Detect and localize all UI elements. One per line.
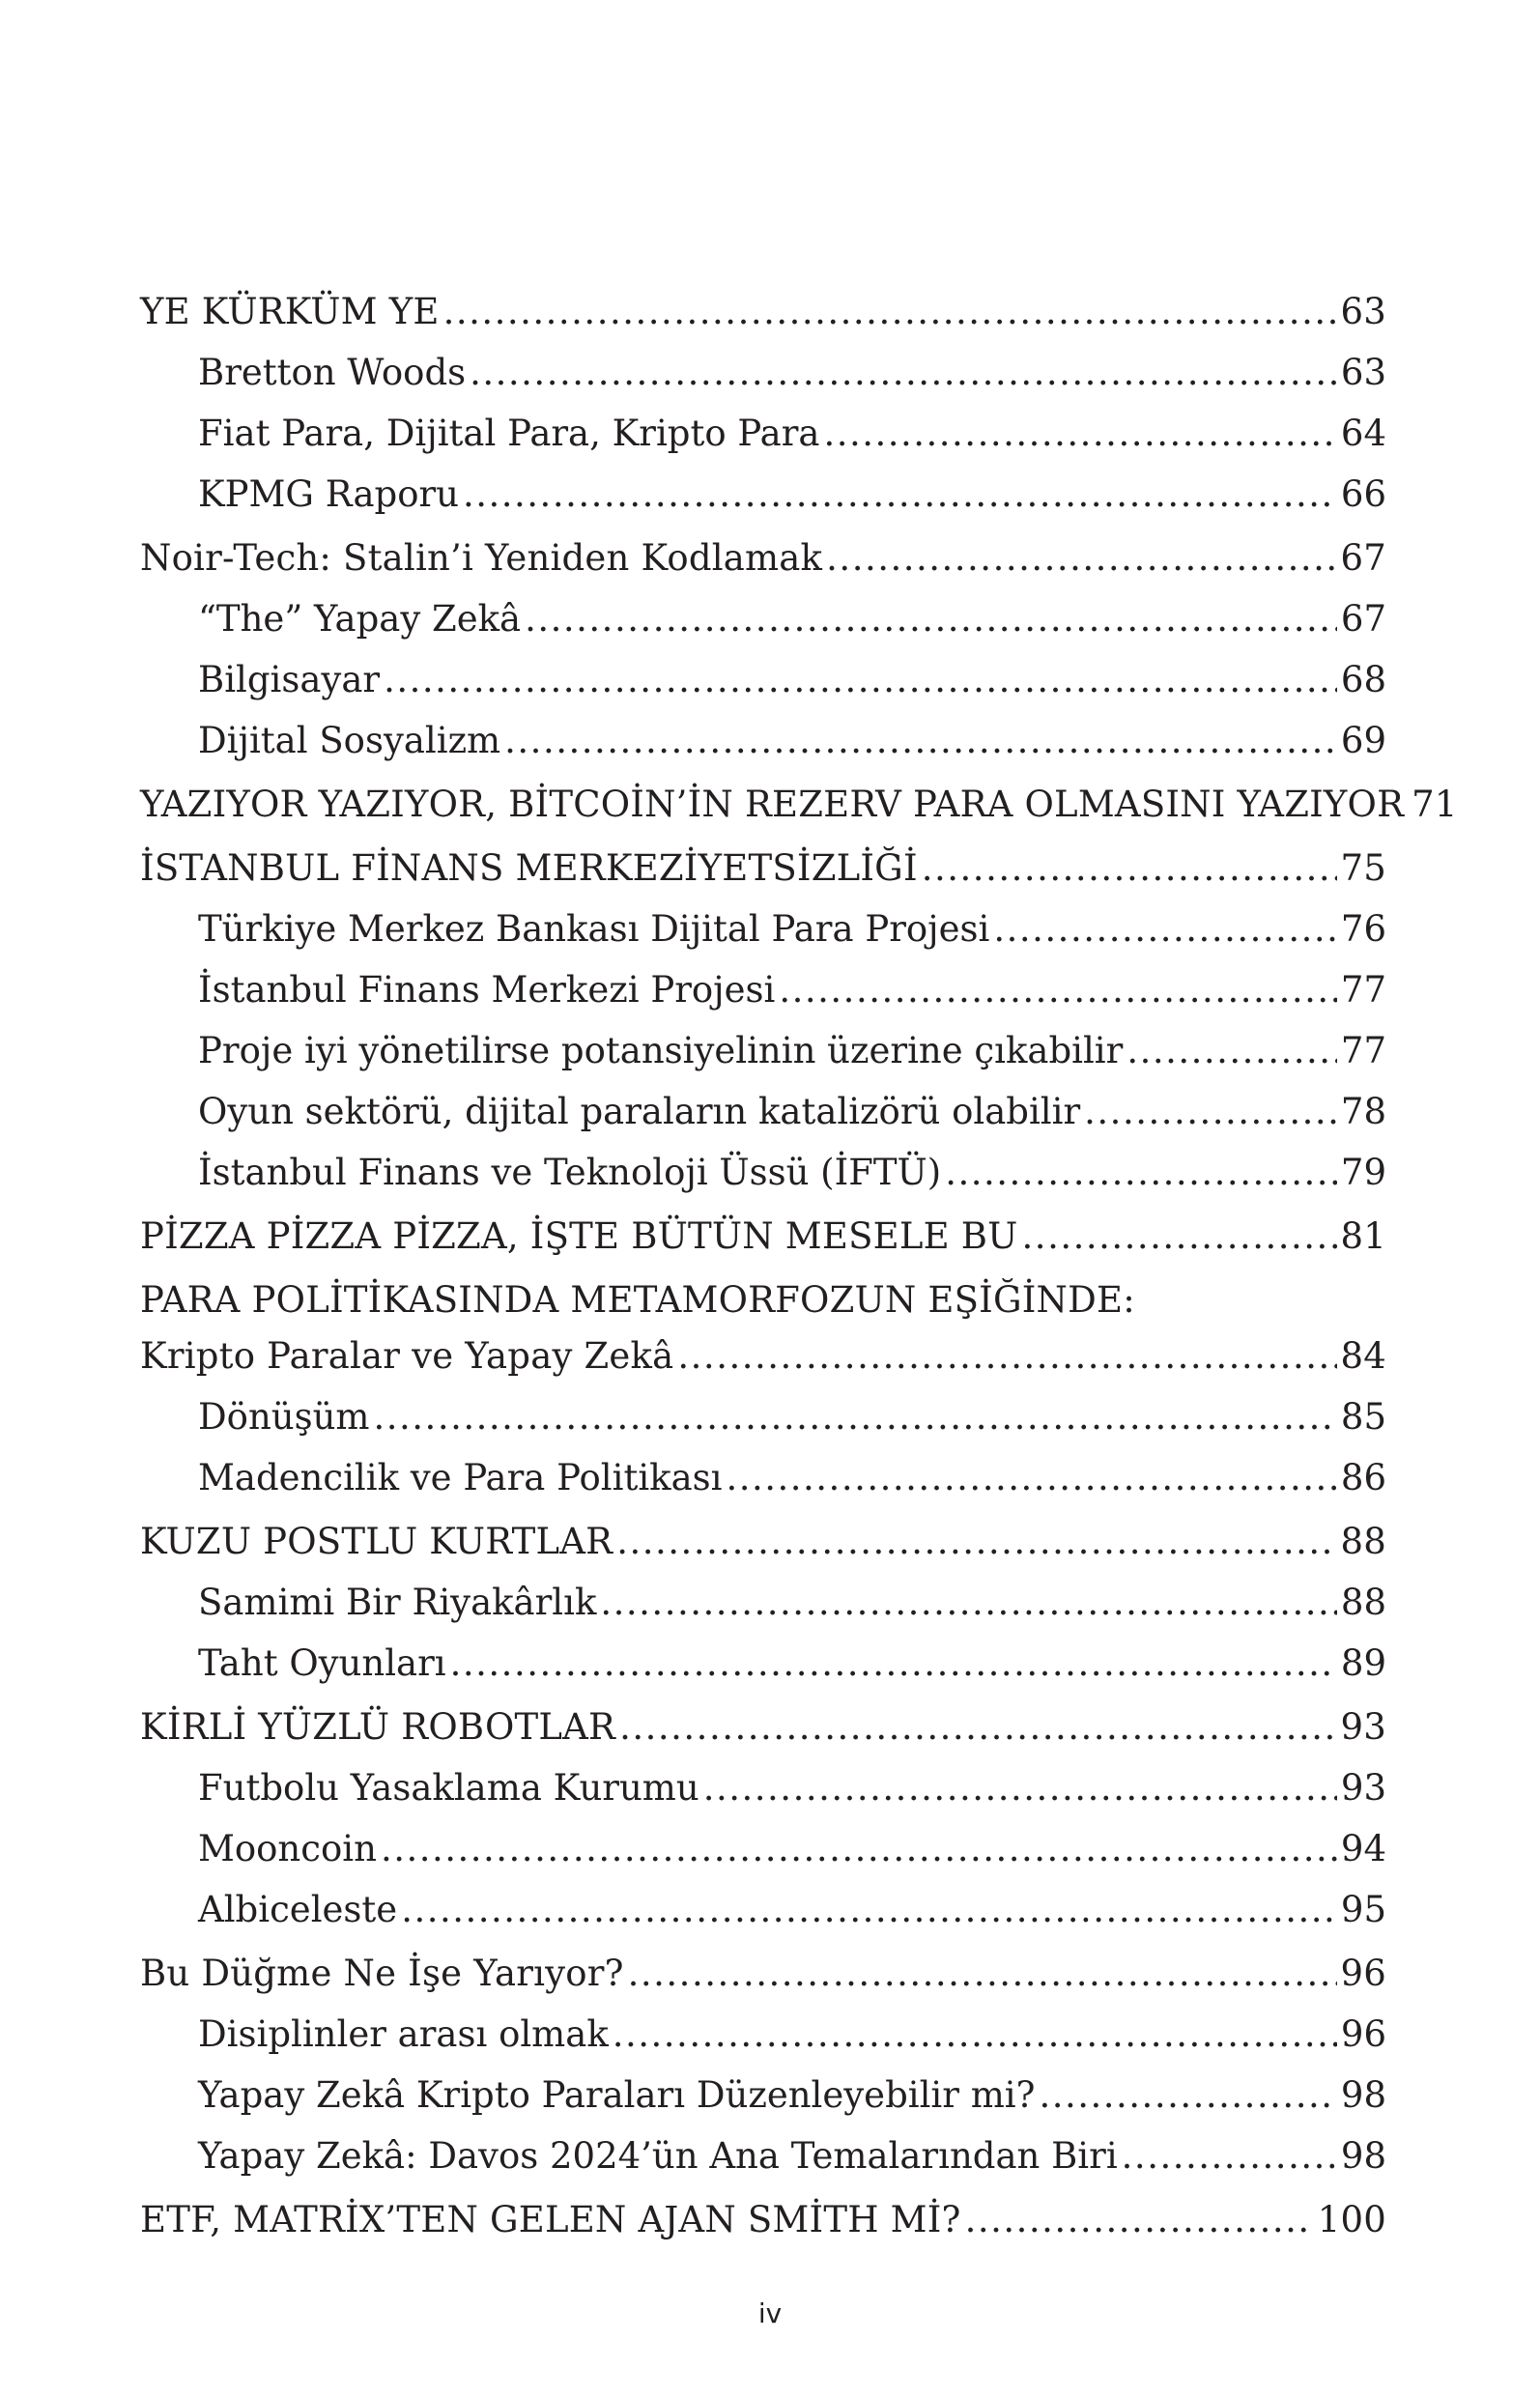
dot-leader xyxy=(443,281,1337,342)
toc-entry-page: 63 xyxy=(1340,291,1386,332)
toc-entry-title: Futbolu Yasaklama Kurumu xyxy=(198,1767,699,1809)
table-of-contents xyxy=(140,278,1458,2250)
toc-entry-title: Türkiye Merkez Bankası Dijital Para Projesi xyxy=(198,908,990,950)
toc-section-entry xyxy=(140,1020,1386,1081)
toc-entry-page: 98 xyxy=(1340,2074,1386,2116)
dot-leader xyxy=(1126,1020,1337,1081)
toc-entry-title: Fiat Para, Dijital Para, Kripto Para xyxy=(198,413,820,454)
toc-section-entry xyxy=(140,710,1386,771)
toc-chapter-entry xyxy=(140,1943,1386,2004)
toc-entry-title: KİRLİ YÜZLÜ ROBOTLAR xyxy=(140,1706,616,1748)
dot-leader xyxy=(1122,2125,1337,2186)
dot-leader xyxy=(600,1572,1337,1633)
toc-entry-page: 84 xyxy=(1340,1335,1386,1377)
toc-chapter-entry xyxy=(140,2189,1386,2250)
dot-leader xyxy=(677,1326,1336,1386)
dot-leader xyxy=(381,1818,1337,1879)
toc-section-entry xyxy=(140,1818,1386,1879)
toc-entry-page: 63 xyxy=(1340,352,1386,393)
toc-section-entry xyxy=(140,1142,1386,1203)
toc-chapter-entry xyxy=(140,281,1386,342)
toc-entry-page: 67 xyxy=(1340,598,1386,640)
dot-leader xyxy=(504,710,1337,771)
dot-leader xyxy=(823,403,1336,464)
toc-entry-page: 89 xyxy=(1340,1642,1386,1684)
toc-entry-page: 77 xyxy=(1340,1030,1386,1071)
toc-entry-page: 71 xyxy=(1412,784,1458,825)
toc-entry-page: 79 xyxy=(1340,1152,1386,1193)
toc-entry-title: Samimi Bir Riyakârlık xyxy=(198,1582,597,1623)
toc-chapter-entry xyxy=(140,528,1386,588)
dot-leader xyxy=(1084,1081,1337,1142)
toc-entry-title: Bilgisayar xyxy=(198,659,381,700)
dot-leader xyxy=(726,1447,1336,1508)
toc-section-entry xyxy=(140,1447,1386,1508)
toc-entry-title: KPMG Raporu xyxy=(198,473,459,515)
toc-entry-title: YE KÜRKÜM YE xyxy=(140,291,440,332)
dot-leader xyxy=(965,2189,1314,2250)
toc-chapter-entry xyxy=(140,838,1386,898)
dot-leader xyxy=(1022,1206,1337,1267)
toc-section-entry xyxy=(140,403,1386,464)
toc-entry-title: Bu Düğme Ne İşe Yarıyor? xyxy=(140,1953,624,1994)
toc-entry-title: Kripto Paralar ve Yapay Zekâ xyxy=(140,1335,674,1377)
toc-entry-title: İSTANBUL FİNANS MERKEZİYETSİZLİĞİ xyxy=(140,847,918,889)
dot-leader xyxy=(703,1757,1337,1818)
toc-entry-page: 66 xyxy=(1340,473,1386,515)
toc-entry-page: 68 xyxy=(1340,659,1386,700)
toc-entry-title: Albiceleste xyxy=(198,1889,398,1930)
toc-entry-page: 85 xyxy=(1340,1396,1386,1438)
dot-leader xyxy=(613,2004,1337,2065)
toc-entry-title: ETF, MATRİX’TEN GELEN AJAN SMİTH Mİ? xyxy=(140,2199,961,2240)
toc-section-entry xyxy=(140,649,1386,710)
dot-leader xyxy=(619,1697,1336,1757)
dot-leader xyxy=(1039,2065,1336,2125)
toc-entry-title: Taht Oyunları xyxy=(198,1642,446,1684)
toc-entry-page: 67 xyxy=(1340,537,1386,579)
toc-entry-page: 95 xyxy=(1340,1889,1386,1930)
toc-entry-page: 88 xyxy=(1340,1521,1386,1562)
dot-leader xyxy=(450,1633,1337,1694)
toc-entry-title: Mooncoin xyxy=(198,1828,377,1869)
toc-entry-page: 100 xyxy=(1317,2199,1386,2240)
toc-entry-title: Disiplinler arası olmak xyxy=(198,2013,609,2055)
toc-entry-title: Madencilik ve Para Politikası xyxy=(198,1457,723,1498)
toc-entry-page: 86 xyxy=(1340,1457,1386,1498)
dot-leader xyxy=(470,342,1337,403)
toc-entry-title: İstanbul Finans ve Teknoloji Üssü (İFTÜ) xyxy=(198,1152,942,1193)
toc-entry-title: Dijital Sosyalizm xyxy=(198,720,501,761)
toc-entry-page: 75 xyxy=(1340,847,1386,889)
toc-entry-page: 88 xyxy=(1340,1582,1386,1623)
toc-section-entry xyxy=(140,2125,1386,2186)
page-number: iv xyxy=(757,2297,783,2329)
toc-entry-page: 77 xyxy=(1340,969,1386,1011)
dot-leader xyxy=(384,649,1337,710)
toc-entry-page: 94 xyxy=(1340,1828,1386,1869)
toc-section-entry xyxy=(140,898,1386,959)
toc-entry-title: PARA POLİTİKASINDA METAMORFOZUN EŞİĞİNDE: xyxy=(140,1279,1135,1321)
toc-entry-page: 69 xyxy=(1340,720,1386,761)
toc-section-entry xyxy=(140,2004,1386,2065)
toc-section-entry xyxy=(140,1386,1386,1447)
toc-entry-page: 96 xyxy=(1340,2013,1386,2055)
toc-entry-title: PİZZA PİZZA PİZZA, İŞTE BÜTÜN MESELE BU xyxy=(140,1215,1018,1257)
toc-entry-title: KUZU POSTLU KURTLAR xyxy=(140,1521,613,1562)
toc-entry-title: İstanbul Finans Merkezi Projesi xyxy=(198,969,776,1011)
dot-leader xyxy=(993,898,1337,959)
toc-chapter-entry xyxy=(140,1326,1386,1386)
dot-leader xyxy=(779,959,1337,1020)
toc-section-entry xyxy=(140,1081,1386,1142)
toc-chapter-entry xyxy=(140,774,1458,835)
toc-section-entry xyxy=(140,1633,1386,1694)
toc-section-entry xyxy=(140,588,1386,649)
toc-entry-title: Dönüşüm xyxy=(198,1396,370,1438)
dot-leader xyxy=(401,1879,1337,1940)
toc-entry-title: Yapay Zekâ: Davos 2024’ün Ana Temalarından Biri xyxy=(198,2135,1118,2177)
toc-section-entry xyxy=(140,1757,1386,1818)
toc-chapter-entry xyxy=(140,1697,1386,1757)
toc-entry-page: 93 xyxy=(1340,1767,1386,1809)
toc-section-entry xyxy=(140,2065,1386,2125)
toc-entry-title: “The” Yapay Zekâ xyxy=(198,598,522,640)
dot-leader xyxy=(525,588,1337,649)
toc-entry-title: Yapay Zekâ Kripto Paraları Düzenleyebilir mi? xyxy=(198,2074,1036,2116)
toc-entry-page: 76 xyxy=(1340,908,1386,950)
toc-entry-title: Proje iyi yönetilirse potansiyelinin üzerine çıkabilir xyxy=(198,1030,1124,1071)
toc-chapter-entry xyxy=(140,1206,1386,1267)
toc-entry-page: 78 xyxy=(1340,1091,1386,1132)
toc-entry-title: Bretton Woods xyxy=(198,352,467,393)
dot-leader xyxy=(628,1943,1337,2004)
toc-entry-page: 64 xyxy=(1340,413,1386,454)
toc-chapter-entry xyxy=(140,1511,1386,1572)
dot-leader xyxy=(374,1386,1337,1447)
toc-section-entry xyxy=(140,1879,1386,1940)
toc-entry-page: 96 xyxy=(1340,1953,1386,1994)
dot-leader xyxy=(945,1142,1337,1203)
toc-entry-page: 93 xyxy=(1340,1706,1386,1748)
dot-leader xyxy=(463,464,1337,525)
toc-entry-title: Oyun sektörü, dijital paraların katalizörü olabilir xyxy=(198,1091,1081,1132)
toc-section-entry xyxy=(140,464,1386,525)
toc-entry-page: 98 xyxy=(1340,2135,1386,2177)
toc-section-entry xyxy=(140,1572,1386,1633)
dot-leader xyxy=(922,838,1337,898)
toc-chapter-heading xyxy=(140,1269,1386,1326)
toc-entry-title: YAZIYOR YAZIYOR, BİTCOİN’İN REZERV PARA OLMASINI YAZIYOR xyxy=(140,784,1405,825)
toc-entry-page: 81 xyxy=(1340,1215,1386,1257)
toc-section-entry xyxy=(140,342,1386,403)
dot-leader xyxy=(616,1511,1336,1572)
toc-section-entry xyxy=(140,959,1386,1020)
toc-entry-title: Noir-Tech: Stalin’i Yeniden Kodlamak xyxy=(140,537,823,579)
dot-leader xyxy=(826,528,1336,588)
